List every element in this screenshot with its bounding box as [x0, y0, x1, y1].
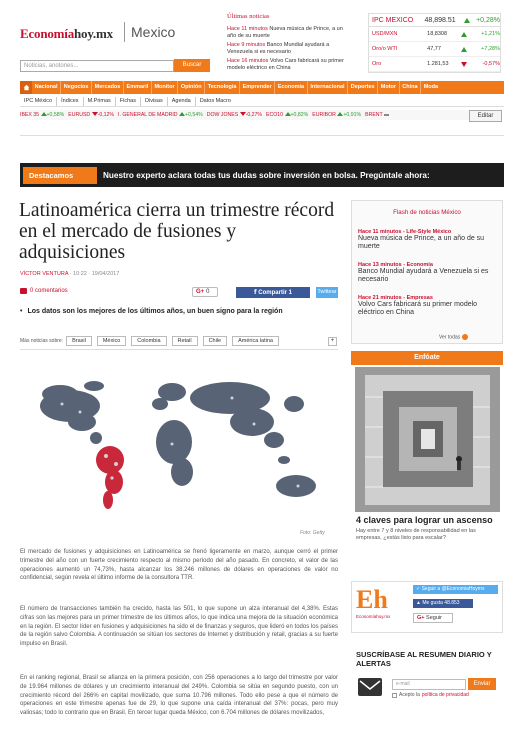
tag-chip[interactable]: Brasil [66, 336, 92, 346]
market-row-value: 18,8308 [427, 31, 448, 37]
news-text: Banco Mundial ayudará a Venezuela si es necesario [227, 42, 330, 55]
comments-link[interactable] [20, 288, 68, 294]
ticker-name: ECO10 [266, 112, 284, 118]
feature-title[interactable]: 4 claves para lograr un ascenso [356, 515, 493, 525]
ticker-name: IBEX 35 [20, 112, 40, 118]
comment-icon [20, 288, 27, 294]
nav-item[interactable]: Internacional [308, 81, 348, 94]
market-row-change: -0,57% [482, 61, 500, 67]
logo-main: Economía [20, 26, 75, 41]
arrow-right-icon [462, 334, 468, 340]
gplus-button[interactable] [192, 287, 218, 297]
list-item[interactable] [227, 58, 347, 71]
nav-item[interactable]: Economía [275, 81, 307, 94]
promo-text: Nuestro experto aclara todas tus dudas sobre inversión en bolsa. Pregúntale ahora: [103, 170, 430, 180]
photo-credit: Foto: Getty [300, 530, 325, 536]
flash-text: Nueva música de Prince, a un año de su muerte [358, 235, 485, 250]
promo-tag: Destacamos [23, 167, 97, 184]
twitter-follow-label: Seguir a @EconomiaHoymx [421, 586, 485, 592]
market-row[interactable] [369, 42, 500, 57]
tags-more-button[interactable]: + [328, 337, 337, 346]
nav-item[interactable]: Mercados [92, 81, 124, 94]
ticker-item[interactable] [312, 112, 361, 118]
market-index-name: IPC MEXICO [372, 17, 414, 24]
news-time: Hace 16 minutos [227, 58, 269, 64]
ticker-change: -0,27% [245, 112, 263, 118]
news-text: Volvo Cars fabricará su primer modelo eléctrico en China [227, 58, 344, 71]
market-widget [368, 13, 501, 73]
facebook-icon: f [254, 289, 257, 296]
privacy-policy-link[interactable]: política de privacidad [421, 692, 469, 698]
market-row-change: +1,21% [481, 31, 500, 37]
news-time: Hace 9 minutos [227, 42, 266, 48]
tags-label: Más noticias sobre: [20, 338, 64, 344]
ticker-change: -0,12% [97, 112, 115, 118]
email-field[interactable]: e-mail [392, 679, 466, 690]
list-item[interactable] [358, 229, 496, 251]
tags-bar [20, 336, 338, 350]
ticker-name: EURIBOR [312, 112, 336, 118]
market-index-value: 48,898.51 [424, 17, 456, 24]
latest-news-list [227, 26, 347, 74]
market-row[interactable] [369, 27, 500, 42]
flash-title: Flash de noticias México [393, 209, 461, 216]
ticker-item[interactable] [266, 112, 308, 118]
market-row-name: Oro/o WTI [372, 46, 398, 52]
flash-time: Hace 11 minutos - Life-Style México [358, 229, 452, 235]
ticker-name: BRENT [365, 112, 383, 118]
nav-item[interactable]: Motor [378, 81, 399, 94]
nav-item[interactable]: Nacional [32, 81, 61, 94]
tag-chip[interactable]: Chile [203, 336, 228, 346]
ticker-item[interactable] [207, 112, 262, 118]
up-arrow-icon [461, 32, 467, 37]
down-arrow-icon [461, 62, 467, 67]
market-row[interactable] [369, 57, 500, 72]
flash-text: Volvo Cars fabricará su primer modelo eléctrico en China [358, 301, 478, 316]
facebook-label: Compartir 1 [258, 290, 292, 296]
news-time: Hace 11 minutos [227, 26, 268, 32]
subnav-item[interactable]: Fichas [116, 97, 141, 106]
gplus-follow-label: Seguir [426, 615, 442, 621]
flash-time: Hace 13 minutos - Economía [358, 262, 433, 268]
nav-item[interactable]: China [400, 81, 421, 94]
article-paragraph: El mercado de fusiones y adquisiciones en Latinoamérica se frenó ligeramente en marzo, aunque cerró el primer trimestre del año con un fuerte crecimiento respecto al mismo período del año pasado. En concreto, el valor de las operaciones aumentó un 74,73%, hasta alcanzar los 38.246 millones de dólares en operaciones de valor no confidencial, según revela el último informe de la consultora TTR. [20, 549, 338, 582]
news-text: Nueva música de Prince, a un año de su muerte [227, 26, 343, 39]
feature-text: Hay entre 7 y 8 niveles de responsabilidad en las empresas, ¿estás listo para escalar? [356, 528, 476, 541]
market-row-change: +7,28% [481, 46, 500, 52]
nav-item[interactable]: Negocios [61, 81, 92, 94]
section-label: Enfóate [351, 351, 503, 365]
subnav-item[interactable]: Datos Macro [199, 97, 231, 104]
subnav-item[interactable]: IPC México [20, 97, 57, 106]
logo-accent: hoy.mx [74, 26, 113, 41]
ticker-item[interactable] [118, 112, 203, 118]
logo-divider [124, 22, 125, 42]
flash-text: Banco Mundial ayudará a Venezuela si es necesario [358, 268, 489, 283]
twitter-icon: ✓ [416, 586, 421, 592]
nav-item[interactable]: Emprender [240, 81, 275, 94]
brand-logo-sub: Economíahoy.mx [356, 614, 391, 619]
gplus-label: G+ [196, 289, 205, 295]
nav-item[interactable]: Tecnología [205, 81, 240, 94]
nav-item[interactable]: Opinión [178, 81, 205, 94]
ticker-change: +0,54% [184, 112, 203, 118]
flat-icon [384, 114, 389, 116]
facebook-share-button[interactable] [236, 287, 310, 298]
facebook-like-button[interactable] [413, 599, 473, 608]
gplus-follow-button[interactable] [413, 613, 453, 623]
tag-chip[interactable]: Colombia [131, 336, 166, 346]
market-index-change: +0,28% [476, 17, 500, 24]
bullet-icon: • [20, 308, 23, 315]
list-item[interactable] [358, 295, 496, 317]
consent-checkbox[interactable] [392, 693, 397, 698]
ticker-change: +0,91% [343, 112, 362, 118]
market-row-name: Oro [372, 61, 382, 67]
consent-label: Acepto la [399, 692, 420, 698]
up-arrow-icon [461, 47, 467, 52]
subnav-item[interactable]: Divisas [141, 97, 168, 106]
ticker-change: +0,82% [290, 112, 309, 118]
nav-item[interactable]: Monitor [152, 81, 178, 94]
article-datetime: · 10:22 · 19/04/2017 [69, 271, 120, 277]
twitter-share-button[interactable]: Twittear [316, 287, 338, 298]
nav-item[interactable]: Moda [423, 84, 439, 90]
submit-button[interactable]: Enviar [468, 678, 496, 690]
ticker-item[interactable] [68, 112, 114, 118]
list-item[interactable] [227, 42, 347, 55]
gplus-count: 0 [206, 289, 210, 295]
main-nav [20, 81, 504, 94]
promo-banner[interactable] [20, 163, 504, 187]
author-link[interactable]: VÍCTOR VENTURA [20, 271, 69, 277]
see-all-label: Ver todas [439, 334, 461, 341]
facebook-like-label: Me gusta 48.853 [422, 600, 460, 606]
byline [20, 271, 119, 277]
ticker-name: EURUSD [68, 112, 91, 118]
article-paragraph: El número de transacciones también ha crecido, hasta las 501, lo que supone un alza interanual del 4,38%. Estas cifras son las mejores para un primer trimestre de los últimos años, lo que indica una mejora de la situación económica en la región. El sector líder en fusiones y adquisiciones ha sido el de finanzas y seguros, que lideró en todos los países de la región salvo Colombia. A continuación se sitúan los sectores de Internet y distribución y retail, gracias a su fuerte impulso en Brasil. [20, 606, 338, 648]
thumbs-up-icon: ▲ [416, 600, 421, 606]
summary-text: Los datos son los mejores de los últimos años, un buen signo para la región [27, 308, 283, 315]
envelope-icon [358, 678, 382, 696]
newsletter-title: SUSCRÍBASE AL RESUMEN DIARIO Y ALERTAS [356, 650, 492, 668]
see-all-link[interactable] [439, 334, 468, 340]
search-button[interactable]: Buscar [174, 59, 210, 72]
brand-logo: Eh [356, 585, 388, 614]
market-row-value: 1.281,53 [427, 61, 449, 67]
market-head[interactable] [369, 14, 500, 27]
twitter-follow-button[interactable] [413, 585, 498, 594]
article-summary [20, 308, 338, 315]
edition-label[interactable]: Mexico [131, 24, 176, 40]
ticker-item[interactable] [365, 112, 389, 118]
ticker-change: +0,58% [46, 112, 65, 118]
home-icon[interactable] [20, 81, 32, 94]
flash-time: Hace 21 minutos - Empresas [358, 295, 433, 301]
list-item[interactable] [358, 262, 496, 284]
market-row-name: USD/MXN [372, 31, 398, 37]
ticker-name: I. GENERAL DE MADRID [118, 112, 178, 118]
list-item[interactable] [227, 26, 347, 39]
gplus-icon: G+ [417, 615, 425, 621]
article-image [22, 364, 338, 540]
comments-count: 0 comentarios [30, 288, 68, 294]
tag-chip[interactable]: México [97, 336, 126, 346]
subnav-item[interactable]: Índices [57, 97, 83, 106]
search-input[interactable]: Noticias, anotones... [20, 60, 174, 72]
tag-chip[interactable]: Retail [172, 336, 198, 346]
subnav-item[interactable]: Agenda [168, 97, 196, 106]
ticker-name: DOW JONES [206, 112, 239, 118]
divider [20, 135, 504, 136]
article-paragraph: En el ranking regional, Brasil se afianza en la primera posición, con 256 operaciones a lo largo del trimestre por valor de 19.964 millones de dólares y un crecimiento interanual del 249%. Colombia se sitúa en segundo puesto, con un crecimiento récord del 266% en capital movilizado, que suma 10.796 millones. Todo ello pese a que el número de operaciones en este trimestre apenas fue de 29, lo que supone una caída interanual del 37%: pocas, pero muy valiosas; todo lo contrario que en Brasil. En tercer lugar queda México, con 6.704 millones de dólares movilizados, [20, 675, 338, 717]
staircase-photo[interactable] [355, 367, 500, 512]
ticker-item[interactable] [20, 112, 64, 118]
latest-news-title: Últimas noticias [227, 13, 270, 20]
privacy-consent [392, 692, 469, 698]
up-arrow-icon [464, 18, 470, 23]
market-ticker [20, 110, 472, 120]
sub-nav [20, 96, 504, 107]
tag-chip[interactable]: América latina [232, 336, 279, 346]
article-headline: Latinoamérica cierra un trimestre récord en el mercado de fusiones y adquisiciones [19, 200, 335, 263]
site-logo[interactable] [20, 26, 113, 42]
market-row-value: 47,77 [427, 46, 441, 52]
flash-news-box [351, 200, 503, 344]
edit-ticker-button[interactable]: Editar [469, 110, 502, 122]
subnav-item[interactable]: M.Primas [84, 97, 116, 106]
nav-item[interactable]: Emmaril [124, 81, 152, 94]
nav-item[interactable]: Deportes [348, 81, 378, 94]
